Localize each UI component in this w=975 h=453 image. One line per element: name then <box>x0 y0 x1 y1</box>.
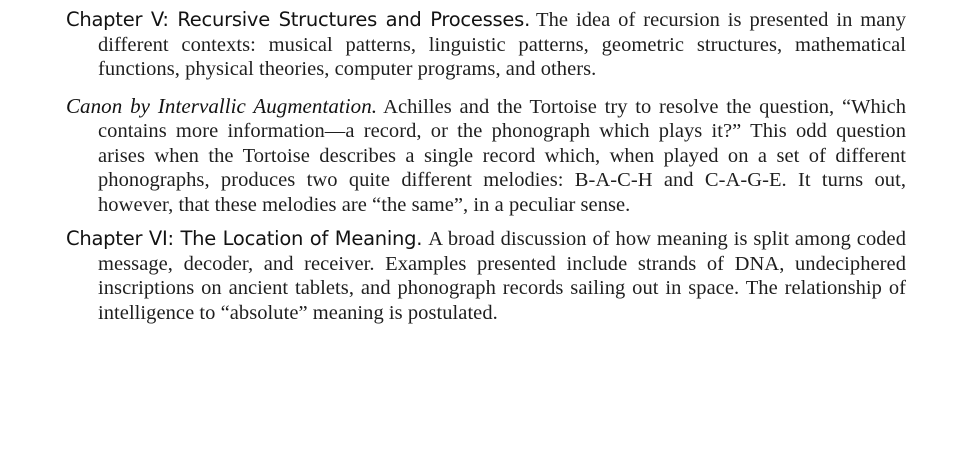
chapter-5-entry <box>66 8 906 82</box>
chapter-6-entry <box>66 227 906 325</box>
dialogue-canon-entry <box>66 94 906 218</box>
chapter-6-heading: Chapter VI: The Location of Meaning. <box>66 227 423 250</box>
book-page-text <box>66 8 906 325</box>
chapter-5-heading: Chapter V: Recursive Structures and Processes. <box>66 8 531 31</box>
dialogue-canon-heading: Canon by Intervallic Augmentation. <box>66 93 378 118</box>
dialogue-canon-description: Achilles and the Tortoise try to resolve the question, “Which contains more information—a record, or the phonograph which plays it?” This odd question arises when the Tortoise describes a single record which, when played on a set of different phonographs, produces two quite different melodies: B-A-C-H and C-A-G-E. It turns out, however, that these melodies are “the same”, in a peculiar sense. <box>98 95 906 216</box>
chapter-5-description: The idea of recursion is presented in many different contexts: musical patterns, linguistic patterns, geometric structures, mathematical functions, physical theories, computer programs, and others. <box>98 9 906 80</box>
chapter-6-description: A broad discussion of how meaning is split among coded message, decoder, and receiver. Examples presented include strands of DNA, undeciphered inscriptions on ancient tablets, and phonograph records sailing out in space. The relationship of intelligence to “absolute” meaning is postulated. <box>98 228 906 324</box>
